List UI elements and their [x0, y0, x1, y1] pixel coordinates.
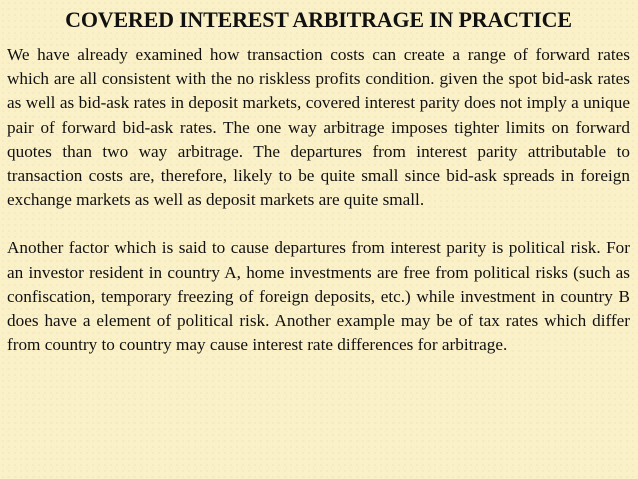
slide-title: COVERED INTEREST ARBITRAGE IN PRACTICE: [65, 7, 572, 32]
paragraph-transaction-costs: We have already examined how transaction costs can create a range of forward rates which are all consistent with the no riskless profits condition. given the spot bid-ask rates as well as bid-ask rates in deposit markets, covered interest parity does not imply a unique pair of forward bid-ask rates. The one way arbitrage imposes tighter limits on forward quotes than two way arbitrage. The departures from interest parity attributable to transaction costs are, therefore, likely to be quite small since bid-ask spreads in foreign exchange markets as well as deposit markets are quite small.: [7, 45, 630, 210]
paragraph-political-risk: Another factor which is said to cause departures from interest parity is political risk. For an investor resident in country A, home investments are free from political risks (such as confiscation, temporary freezing of foreign deposits, etc.) while investment in country B does have a element of political risk. Another example may be of tax rates which differ from country to country may cause interest rate differences for arbitrage.: [7, 238, 630, 355]
